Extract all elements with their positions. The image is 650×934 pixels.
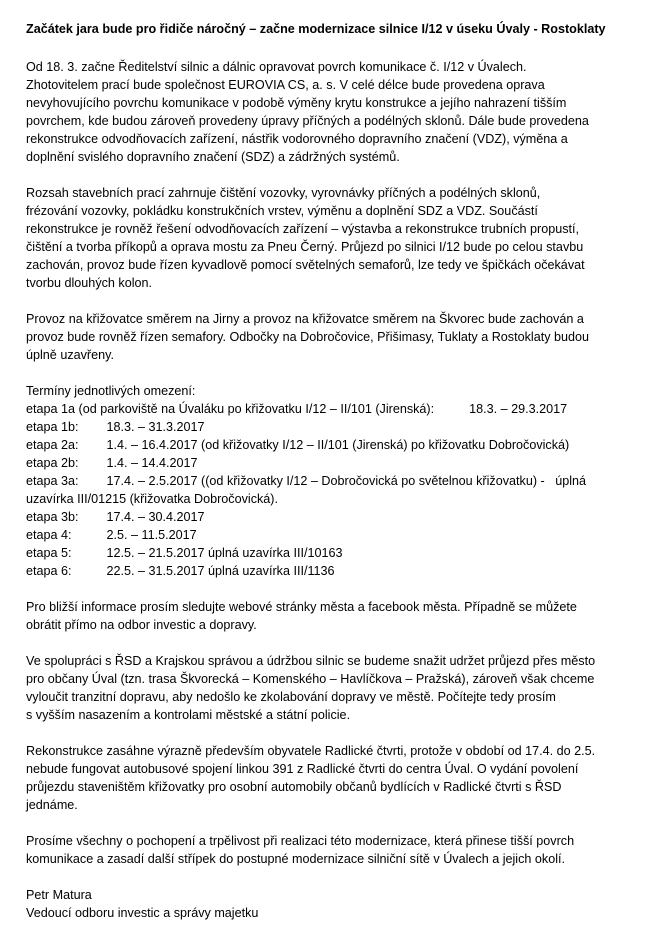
- text-line: Ve spolupráci s ŘSD a Krajskou správou a údržbou silnic se budeme snažit udržet průjezd přes město: [26, 654, 596, 668]
- schedule-row: etapa 5: 12.5. – 21.5.2017 úplná uzavírka III/10163: [26, 546, 343, 560]
- paragraph-intersections: [26, 310, 636, 364]
- paragraph-radlicka: [26, 742, 636, 814]
- text-line: komunikace a zasadí další střípek do postupné modernizace silniční sítě v Úvalech a jejich okolí.: [26, 852, 566, 866]
- text-line: čištění a tvorba příkopů a oprava mostu za Pneu Černý. Průjezd po silnici I/12 bude po celou stavbu: [26, 240, 584, 254]
- text-line: vyloučit tranzitní dopravu, aby nedošlo ke zkolabování dopravy ve městě. Počítejte tedy prosím: [26, 690, 556, 704]
- schedule-row: etapa 3b: 17.4. – 30.4.2017: [26, 510, 205, 524]
- text-line: jednáme.: [26, 798, 78, 812]
- signature: [26, 886, 636, 922]
- paragraph-closing: [26, 832, 636, 868]
- text-line: tvorbu dlouhých kolon.: [26, 276, 153, 290]
- text-line: Zhotovitelem prací bude společnost EUROVIA CS, a. s. V celé délce bude provedena oprava: [26, 78, 545, 92]
- text-line: průjezdu staveništěm křižovatky pro osobní automobily občanů bydlících v Radlické čtvrti s ŘSD: [26, 780, 562, 794]
- schedule-heading: Termíny jednotlivých omezení:: [26, 384, 196, 398]
- text-line: Pro bližší informace prosím sledujte webové stránky města a facebook města. Případně se můžete: [26, 600, 577, 614]
- schedule-row: etapa 4: 2.5. – 11.5.2017: [26, 528, 197, 542]
- paragraph-info: [26, 598, 636, 634]
- text-line: Provoz na křižovatce směrem na Jirny a provoz na křižovatce směrem na Škvorec bude zachován a: [26, 312, 584, 326]
- schedule-row: etapa 3a: 17.4. – 2.5.2017 ((od křižovatky I/12 – Dobročovická po světelnou křižovatku) - úplná: [26, 474, 587, 488]
- text-line: s vyšším nasazením a kontrolami městské a státní policie.: [26, 708, 351, 722]
- text-line: nevyhovujícího povrchu komunikace v podobě výměny krytu konstrukce a jejího nahrazení tišším: [26, 96, 567, 110]
- text-line: Rekonstrukce zasáhne výrazně především obyvatele Radlické čtvrti, protože v období od 17.4. do 2.5.: [26, 744, 596, 758]
- paragraph-scope: [26, 184, 636, 292]
- text-line: pro občany Úval (tzn. trasa Škvorecká – Komenského – Havlíčkova – Pražská), zároveň však chceme: [26, 672, 595, 686]
- schedule-row: uzavírka III/01215 (křižovatka Dobročovická).: [26, 492, 278, 506]
- document: [26, 20, 636, 922]
- text-line: úplně uzavřeny.: [26, 348, 114, 362]
- schedule-row: etapa 2b: 1.4. – 14.4.2017: [26, 456, 198, 470]
- schedule-row: etapa 2a: 1.4. – 16.4.2017 (od křižovatky I/12 – II/101 (Jirenská) po křižovatku Dobročovická): [26, 438, 570, 452]
- paragraph-intro: [26, 58, 636, 166]
- text-line: provoz bude rovněž řízen semafory. Odbočky na Dobročovice, Přišimasy, Tuklaty a Rostoklaty budou: [26, 330, 590, 344]
- text-line: Prosíme všechny o pochopení a trpělivost při realizaci této modernizace, která přinese tišší povrch: [26, 834, 575, 848]
- signature-name: Petr Matura: [26, 888, 92, 902]
- text-line: Rozsah stavebních prací zahrnuje čištění vozovky, vyrovnávky příčných a podélných sklonů,: [26, 186, 541, 200]
- paragraph-cooperation: [26, 652, 636, 724]
- text-line: povrchem, kde budou zároveň provedeny úpravy příčných a podélných sklonů. Dále bude provedena: [26, 114, 589, 128]
- text-line: zachován, provoz bude řízen kyvadlově pomocí světelných semaforů, lze tedy ve špičkách očekávat: [26, 258, 585, 272]
- text-line: nebude fungovat autobusové spojení linkou 391 z Radlické čtvrti do centra Úval. O vydání povolení: [26, 762, 579, 776]
- text-line: obrátit přímo na odbor investic a dopravy.: [26, 618, 257, 632]
- text-line: rekonstrukce je rovněž řešení odvodňovacích zařízení – výstavba a rekonstrukce trubních propustí,: [26, 222, 580, 236]
- schedule-row: etapa 1b: 18.3. – 31.3.2017: [26, 420, 205, 434]
- signature-role: Vedoucí odboru investic a správy majetku: [26, 906, 259, 920]
- text-line: Od 18. 3. začne Ředitelství silnic a dálnic opravovat povrch komunikace č. I/12 v Úvalech.: [26, 60, 527, 74]
- text-line: rekonstrukce odvodňovacích zařízení, nástřik vodorovného dopravního značení (VDZ), výměna a: [26, 132, 568, 146]
- schedule-row: etapa 1a (od parkoviště na Úvaláku po křižovatku I/12 – II/101 (Jirenská): 18.3. – 29.3.2017: [26, 402, 568, 416]
- schedule-section: [26, 382, 636, 580]
- text-line: frézování vozovky, pokládku konstrukčních vrstev, výměnu a doplnění SDZ a VDZ. Součástí: [26, 204, 538, 218]
- document-title: Začátek jara bude pro řidiče náročný – začne modernizace silnice I/12 v úseku Úvaly - Rostoklaty: [26, 22, 606, 36]
- schedule-row: etapa 6: 22.5. – 31.5.2017 úplná uzavírka III/1136: [26, 564, 335, 578]
- text-line: doplnění svislého dopravního značení (SDZ) a zádržných systémů.: [26, 150, 400, 164]
